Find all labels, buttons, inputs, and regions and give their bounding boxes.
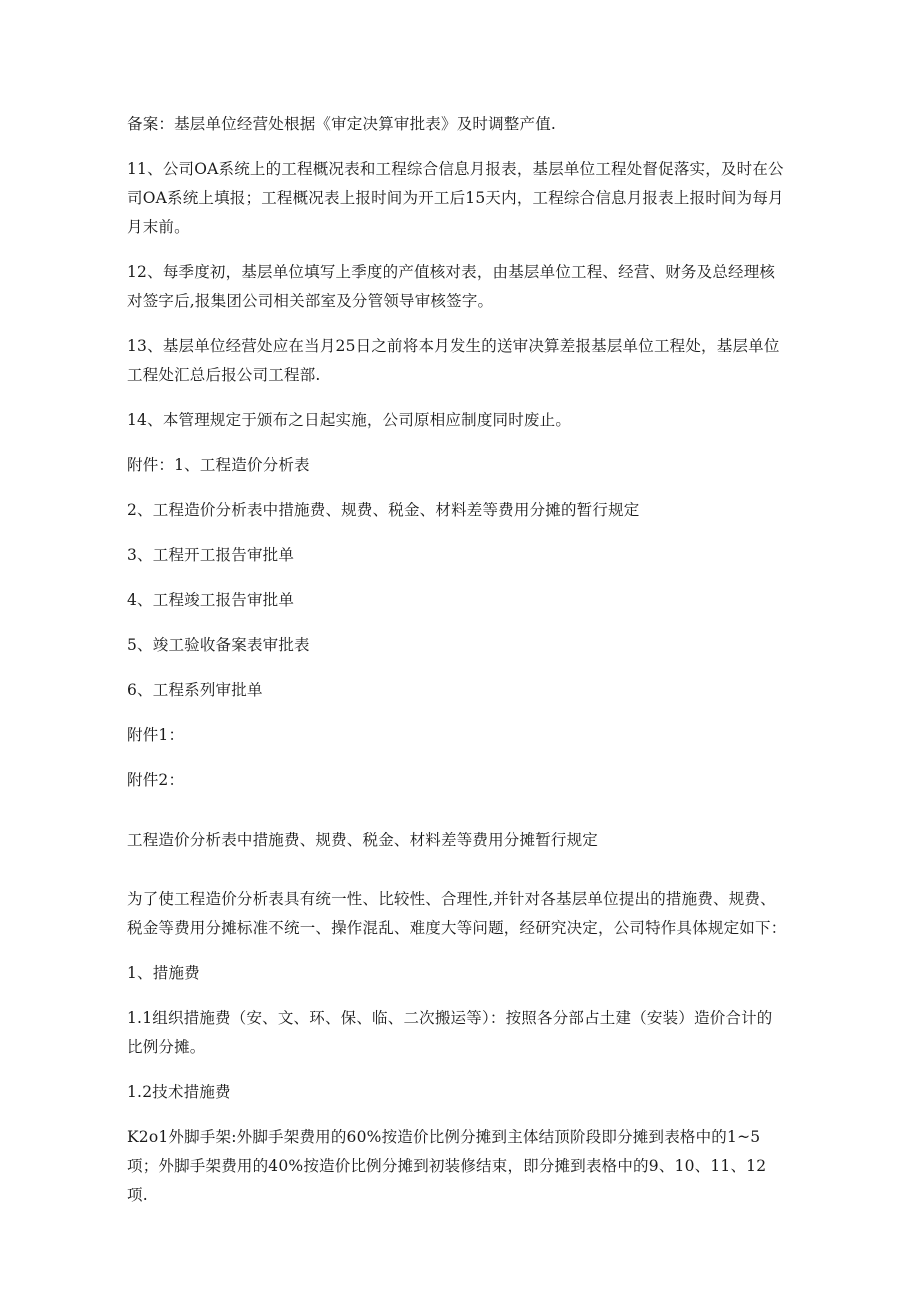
paragraph-1-1: 1.1组织措施费（安、文、环、保、临、二次搬运等）：按照各分部占土建（安装）造价合计的比例分摊。 [127,1009,773,1056]
attachment-list-item-4: 4、工程竣工报告审批单 [127,591,295,609]
paragraph-item-14: 14、本管理规定于颁布之日起实施，公司原相应制度同时废止。 [127,411,572,429]
attachment-1-heading: 附件1： [127,726,185,744]
paragraph-k2o1: K2o1外脚手架:外脚手架费用的60%按造价比例分摊到主体结顶阶段即分摊到表格中的1~5项；外脚手架费用的40%按造价比例分摊到初装修结束，即分摊到表格中的9、10、11、12项. [127,1128,767,1204]
document-body [127,110,787,1210]
attachment-list-item-3: 3、工程开工报告审批单 [127,546,295,564]
attachment-list-item-6: 6、工程系列审批单 [127,681,263,699]
paragraph-item-11: 11、公司OA系统上的工程概况表和工程综合信息月报表，基层单位工程处督促落实，及时在公司OA系统上填报；工程概况表上报时间为开工后15天内，工程综合信息月报表上报时间为每月月末前。 [127,160,784,236]
attachment-list-item-1: 附件：1、工程造价分析表 [127,456,310,474]
paragraph-filing-note: 备案：基层单位经营处根据《审定决算审批表》及时调整产值. [127,115,557,133]
paragraph-item-13: 13、基层单位经营处应在当月25日之前将本月发生的送审决算差报基层单位工程处，基层单位工程处汇总后报公司工程部. [127,337,780,384]
paragraph-intro: 为了使工程造价分析表具有统一性、比较性、合理性,并针对各基层单位提出的措施费、规费、税金等费用分摊标准不统一、操作混乱、难度大等问题，经研究决定，公司特作具体规定如下： [127,890,787,937]
section-title: 工程造价分析表中措施费、规费、税金、材料差等费用分摊暂行规定 [127,831,599,849]
paragraph-item-12: 12、每季度初，基层单位填写上季度的产值核对表，由基层单位工程、经营、财务及总经理核对签字后,报集团公司相关部室及分管领导审核签字。 [127,263,776,310]
heading-1-2: 1.2技术措施费 [127,1083,231,1101]
heading-measure-fee: 1、措施费 [127,964,200,982]
attachment-list-item-5: 5、竣工验收备案表审批表 [127,636,310,654]
attachment-list-item-2: 2、工程造价分析表中措施费、规费、税金、材料差等费用分摊的暂行规定 [127,501,640,519]
attachment-2-heading: 附件2： [127,771,185,789]
